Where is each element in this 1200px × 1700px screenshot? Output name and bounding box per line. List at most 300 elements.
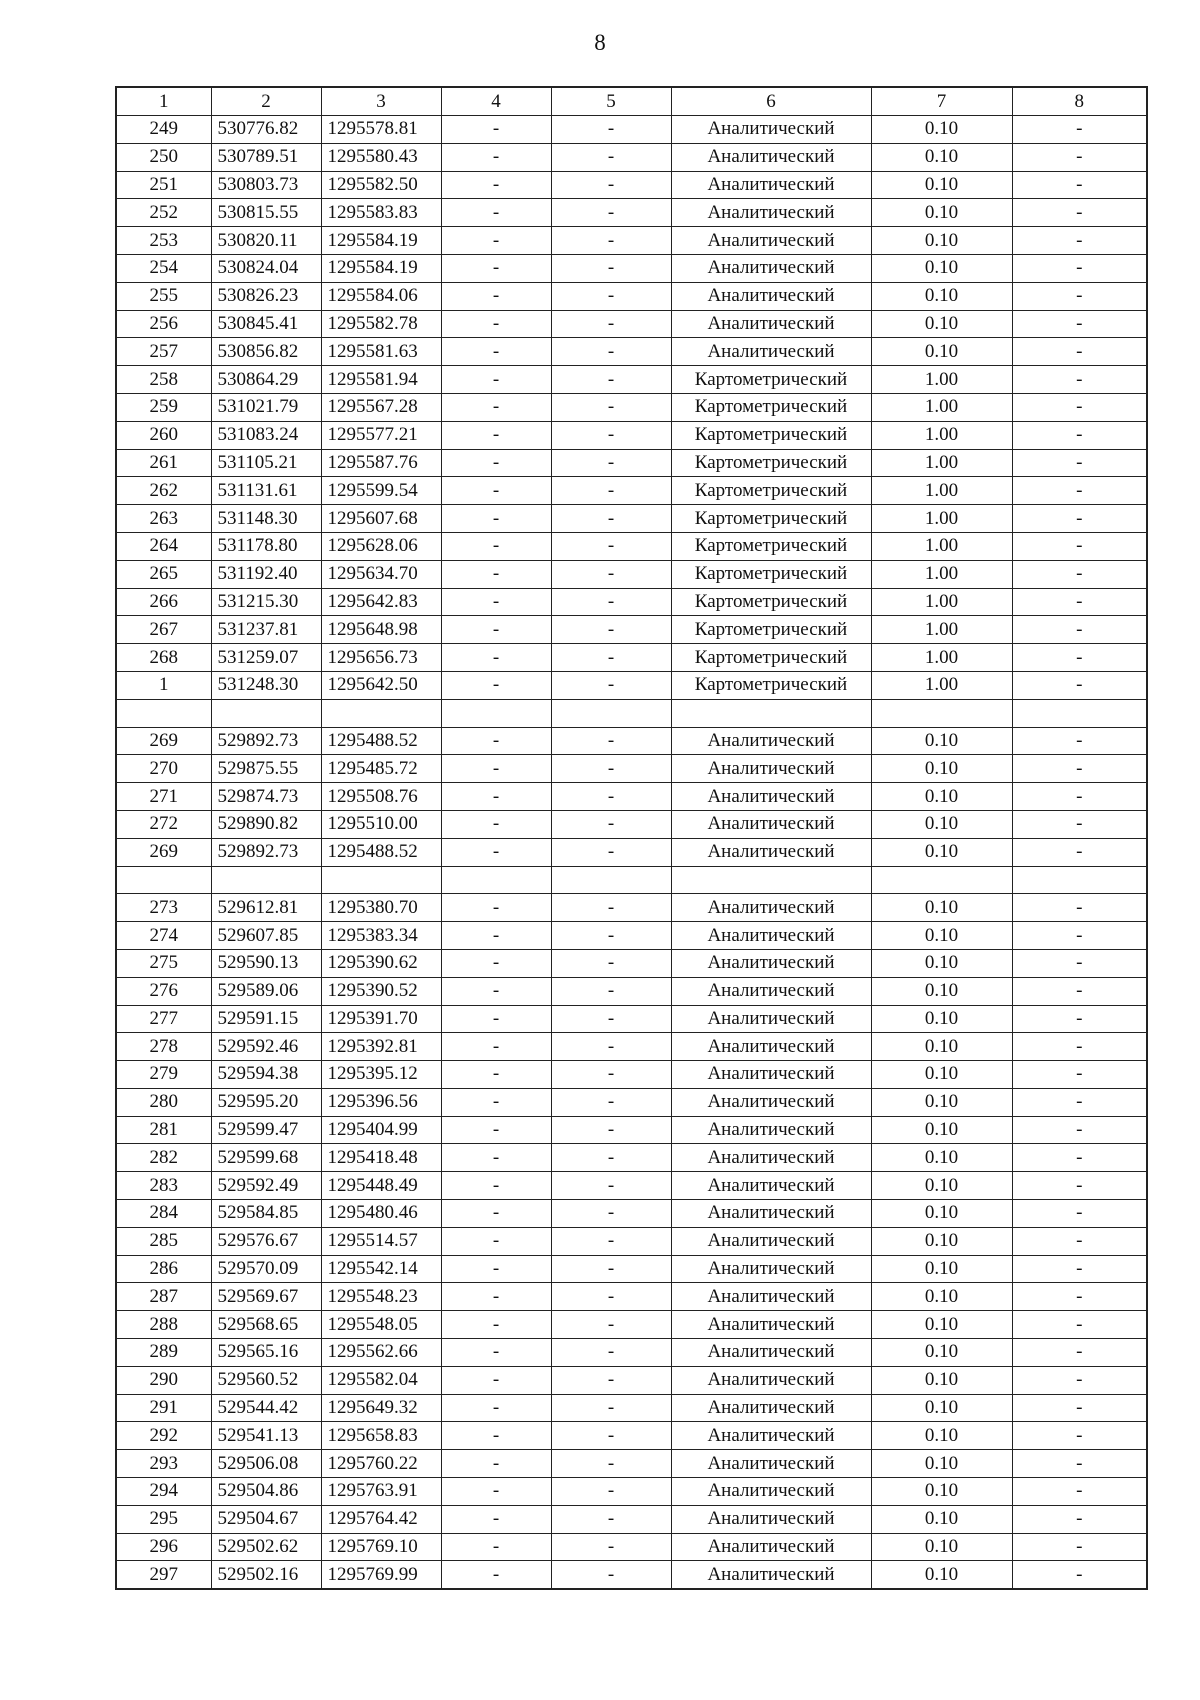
accuracy-cell: 0.10 — [871, 227, 1012, 255]
accuracy-cell: 0.10 — [871, 1533, 1012, 1561]
col8-cell: - — [1012, 449, 1147, 477]
method-cell: Аналитический — [671, 1283, 871, 1311]
col5-cell: - — [551, 505, 671, 533]
col5-cell: - — [551, 227, 671, 255]
x-coordinate-cell: 529544.42 — [211, 1394, 321, 1422]
x-coordinate-cell: 530803.73 — [211, 171, 321, 199]
accuracy-cell: 0.10 — [871, 1394, 1012, 1422]
y-coordinate-cell: 1295404.99 — [321, 1116, 441, 1144]
col8-cell: - — [1012, 477, 1147, 505]
col4-cell — [441, 699, 551, 727]
table-row — [116, 366, 1147, 394]
point-number-cell: 251 — [116, 171, 211, 199]
y-coordinate-cell: 1295587.76 — [321, 449, 441, 477]
col4-cell: - — [441, 1088, 551, 1116]
y-coordinate-cell: 1295580.43 — [321, 143, 441, 171]
table-row — [116, 1283, 1147, 1311]
accuracy-cell: 1.00 — [871, 671, 1012, 699]
table-row — [116, 1505, 1147, 1533]
accuracy-cell: 0.10 — [871, 1227, 1012, 1255]
point-number-cell: 296 — [116, 1533, 211, 1561]
y-coordinate-cell: 1295648.98 — [321, 616, 441, 644]
accuracy-cell: 1.00 — [871, 477, 1012, 505]
x-coordinate-cell: 531021.79 — [211, 393, 321, 421]
x-coordinate-cell: 530815.55 — [211, 199, 321, 227]
col5-cell: - — [551, 116, 671, 144]
col4-cell: - — [441, 505, 551, 533]
col8-cell: - — [1012, 1255, 1147, 1283]
accuracy-cell: 0.10 — [871, 1283, 1012, 1311]
col5-cell: - — [551, 143, 671, 171]
point-number-cell: 278 — [116, 1033, 211, 1061]
y-coordinate-cell: 1295392.81 — [321, 1033, 441, 1061]
col4-cell: - — [441, 894, 551, 922]
point-number-cell: 276 — [116, 977, 211, 1005]
table-row — [116, 644, 1147, 672]
col5-cell: - — [551, 977, 671, 1005]
col4-cell: - — [441, 1394, 551, 1422]
table-spacer-row — [116, 866, 1147, 894]
table-row — [116, 1533, 1147, 1561]
col5-cell: - — [551, 1311, 671, 1339]
method-cell: Аналитический — [671, 1533, 871, 1561]
y-coordinate-cell: 1295567.28 — [321, 393, 441, 421]
point-number-cell: 264 — [116, 532, 211, 560]
accuracy-cell: 1.00 — [871, 505, 1012, 533]
col8-cell: - — [1012, 505, 1147, 533]
method-cell: Аналитический — [671, 894, 871, 922]
x-coordinate-cell: 529576.67 — [211, 1227, 321, 1255]
table-row — [116, 1227, 1147, 1255]
col8-cell: - — [1012, 143, 1147, 171]
y-coordinate-cell: 1295769.99 — [321, 1561, 441, 1589]
accuracy-cell: 0.10 — [871, 116, 1012, 144]
col4-cell: - — [441, 1116, 551, 1144]
table-row — [116, 532, 1147, 560]
method-cell: Картометрический — [671, 477, 871, 505]
col8-cell: - — [1012, 977, 1147, 1005]
x-coordinate-cell: 529592.46 — [211, 1033, 321, 1061]
column-header-3: 3 — [321, 87, 441, 116]
y-coordinate-cell: 1295577.21 — [321, 421, 441, 449]
x-coordinate-cell: 530776.82 — [211, 116, 321, 144]
col4-cell: - — [441, 949, 551, 977]
table-row — [116, 171, 1147, 199]
accuracy-cell: 1.00 — [871, 421, 1012, 449]
col5-cell: - — [551, 755, 671, 783]
column-header-5: 5 — [551, 87, 671, 116]
point-number-cell: 262 — [116, 477, 211, 505]
y-coordinate-cell: 1295418.48 — [321, 1144, 441, 1172]
col4-cell: - — [441, 1339, 551, 1367]
table-row — [116, 1255, 1147, 1283]
method-cell: Аналитический — [671, 838, 871, 866]
accuracy-cell: 0.10 — [871, 143, 1012, 171]
method-cell: Аналитический — [671, 1005, 871, 1033]
y-coordinate-cell: 1295582.50 — [321, 171, 441, 199]
y-coordinate-cell: 1295542.14 — [321, 1255, 441, 1283]
col8-cell: - — [1012, 1394, 1147, 1422]
col8-cell: - — [1012, 949, 1147, 977]
method-cell: Аналитический — [671, 116, 871, 144]
x-coordinate-cell: 529590.13 — [211, 949, 321, 977]
x-coordinate-cell: 531237.81 — [211, 616, 321, 644]
accuracy-cell: 0.10 — [871, 338, 1012, 366]
accuracy-cell — [871, 699, 1012, 727]
col4-cell: - — [441, 1033, 551, 1061]
col8-cell: - — [1012, 366, 1147, 394]
y-coordinate-cell: 1295548.05 — [321, 1311, 441, 1339]
x-coordinate-cell: 530856.82 — [211, 338, 321, 366]
method-cell: Аналитический — [671, 338, 871, 366]
col8-cell: - — [1012, 1533, 1147, 1561]
x-coordinate-cell: 529591.15 — [211, 1005, 321, 1033]
col8-cell: - — [1012, 171, 1147, 199]
y-coordinate-cell: 1295584.06 — [321, 282, 441, 310]
x-coordinate-cell: 531215.30 — [211, 588, 321, 616]
col8-cell: - — [1012, 1033, 1147, 1061]
accuracy-cell: 1.00 — [871, 644, 1012, 672]
col5-cell: - — [551, 421, 671, 449]
point-number-cell: 1 — [116, 671, 211, 699]
x-coordinate-cell: 529890.82 — [211, 810, 321, 838]
method-cell: Аналитический — [671, 1088, 871, 1116]
point-number-cell: 274 — [116, 922, 211, 950]
point-number-cell: 266 — [116, 588, 211, 616]
col4-cell: - — [441, 727, 551, 755]
col8-cell: - — [1012, 1172, 1147, 1200]
col5-cell: - — [551, 1033, 671, 1061]
col4-cell: - — [441, 1227, 551, 1255]
table-row — [116, 1116, 1147, 1144]
x-coordinate-cell: 529506.08 — [211, 1450, 321, 1478]
point-number-cell: 283 — [116, 1172, 211, 1200]
table-row — [116, 922, 1147, 950]
table-row — [116, 338, 1147, 366]
col5-cell — [551, 866, 671, 894]
column-header-6: 6 — [671, 87, 871, 116]
table-row — [116, 838, 1147, 866]
col4-cell: - — [441, 282, 551, 310]
col5-cell: - — [551, 1339, 671, 1367]
col4-cell: - — [441, 1561, 551, 1589]
col5-cell: - — [551, 1255, 671, 1283]
column-header-2: 2 — [211, 87, 321, 116]
col8-cell: - — [1012, 1339, 1147, 1367]
method-cell: Аналитический — [671, 1255, 871, 1283]
col4-cell: - — [441, 1422, 551, 1450]
col4-cell: - — [441, 116, 551, 144]
col5-cell: - — [551, 1394, 671, 1422]
method-cell: Аналитический — [671, 727, 871, 755]
x-coordinate-cell: 529560.52 — [211, 1366, 321, 1394]
point-number-cell: 271 — [116, 783, 211, 811]
accuracy-cell: 1.00 — [871, 532, 1012, 560]
table-row — [116, 616, 1147, 644]
accuracy-cell: 0.10 — [871, 1116, 1012, 1144]
col4-cell: - — [441, 810, 551, 838]
x-coordinate-cell — [211, 866, 321, 894]
col5-cell: - — [551, 1283, 671, 1311]
method-cell: Аналитический — [671, 1561, 871, 1589]
table-row — [116, 1478, 1147, 1506]
table-row — [116, 671, 1147, 699]
col5-cell: - — [551, 1450, 671, 1478]
table-row — [116, 1394, 1147, 1422]
x-coordinate-cell: 531259.07 — [211, 644, 321, 672]
col5-cell: - — [551, 310, 671, 338]
accuracy-cell: 1.00 — [871, 366, 1012, 394]
y-coordinate-cell: 1295380.70 — [321, 894, 441, 922]
y-coordinate-cell: 1295583.83 — [321, 199, 441, 227]
method-cell: Аналитический — [671, 977, 871, 1005]
x-coordinate-cell: 529502.62 — [211, 1533, 321, 1561]
y-coordinate-cell: 1295448.49 — [321, 1172, 441, 1200]
method-cell: Аналитический — [671, 949, 871, 977]
x-coordinate-cell: 530820.11 — [211, 227, 321, 255]
accuracy-cell: 0.10 — [871, 783, 1012, 811]
method-cell: Аналитический — [671, 227, 871, 255]
accuracy-cell: 1.00 — [871, 588, 1012, 616]
col8-cell: - — [1012, 1061, 1147, 1089]
table-row — [116, 1422, 1147, 1450]
col8-cell: - — [1012, 227, 1147, 255]
point-number-cell: 269 — [116, 838, 211, 866]
point-number-cell: 284 — [116, 1200, 211, 1228]
point-number-cell: 282 — [116, 1144, 211, 1172]
y-coordinate-cell: 1295582.04 — [321, 1366, 441, 1394]
x-coordinate-cell: 529892.73 — [211, 727, 321, 755]
accuracy-cell: 0.10 — [871, 949, 1012, 977]
point-number-cell: 288 — [116, 1311, 211, 1339]
col5-cell: - — [551, 727, 671, 755]
method-cell: Аналитический — [671, 310, 871, 338]
col8-cell: - — [1012, 894, 1147, 922]
accuracy-cell: 1.00 — [871, 616, 1012, 644]
col5-cell: - — [551, 1172, 671, 1200]
x-coordinate-cell: 529504.67 — [211, 1505, 321, 1533]
point-number-cell: 294 — [116, 1478, 211, 1506]
col4-cell: - — [441, 1061, 551, 1089]
col5-cell: - — [551, 449, 671, 477]
method-cell: Картометрический — [671, 421, 871, 449]
col5-cell: - — [551, 838, 671, 866]
column-header-7: 7 — [871, 87, 1012, 116]
point-number-cell: 257 — [116, 338, 211, 366]
y-coordinate-cell: 1295599.54 — [321, 477, 441, 505]
x-coordinate-cell: 531148.30 — [211, 505, 321, 533]
col4-cell: - — [441, 1505, 551, 1533]
method-cell: Аналитический — [671, 1422, 871, 1450]
point-number-cell: 291 — [116, 1394, 211, 1422]
y-coordinate-cell: 1295390.62 — [321, 949, 441, 977]
col4-cell: - — [441, 1311, 551, 1339]
method-cell: Аналитический — [671, 1450, 871, 1478]
point-number-cell: 286 — [116, 1255, 211, 1283]
accuracy-cell: 0.10 — [871, 894, 1012, 922]
method-cell: Аналитический — [671, 1478, 871, 1506]
col8-cell: - — [1012, 1283, 1147, 1311]
method-cell: Картометрический — [671, 616, 871, 644]
col8-cell: - — [1012, 727, 1147, 755]
y-coordinate-cell: 1295396.56 — [321, 1088, 441, 1116]
method-cell: Аналитический — [671, 254, 871, 282]
table-row — [116, 1033, 1147, 1061]
col5-cell: - — [551, 1144, 671, 1172]
y-coordinate-cell: 1295510.00 — [321, 810, 441, 838]
table-row — [116, 1088, 1147, 1116]
method-cell: Картометрический — [671, 505, 871, 533]
point-number-cell: 249 — [116, 116, 211, 144]
y-coordinate-cell: 1295391.70 — [321, 1005, 441, 1033]
accuracy-cell: 0.10 — [871, 1561, 1012, 1589]
x-coordinate-cell: 531192.40 — [211, 560, 321, 588]
accuracy-cell: 1.00 — [871, 560, 1012, 588]
col5-cell: - — [551, 477, 671, 505]
col8-cell: - — [1012, 1116, 1147, 1144]
method-cell: Аналитический — [671, 199, 871, 227]
col4-cell: - — [441, 1366, 551, 1394]
col8-cell: - — [1012, 671, 1147, 699]
y-coordinate-cell: 1295485.72 — [321, 755, 441, 783]
y-coordinate-cell: 1295562.66 — [321, 1339, 441, 1367]
col5-cell: - — [551, 393, 671, 421]
table-row — [116, 560, 1147, 588]
x-coordinate-cell: 531248.30 — [211, 671, 321, 699]
col5-cell: - — [551, 1533, 671, 1561]
col4-cell: - — [441, 1478, 551, 1506]
accuracy-cell: 0.10 — [871, 977, 1012, 1005]
col4-cell: - — [441, 338, 551, 366]
col8-cell: - — [1012, 282, 1147, 310]
col8-cell: - — [1012, 1227, 1147, 1255]
col8-cell: - — [1012, 616, 1147, 644]
point-number-cell: 290 — [116, 1366, 211, 1394]
col8-cell: - — [1012, 310, 1147, 338]
col4-cell: - — [441, 254, 551, 282]
method-cell: Аналитический — [671, 282, 871, 310]
table-row — [116, 783, 1147, 811]
col5-cell: - — [551, 671, 671, 699]
accuracy-cell: 0.10 — [871, 1255, 1012, 1283]
table-row — [116, 254, 1147, 282]
x-coordinate-cell: 531178.80 — [211, 532, 321, 560]
accuracy-cell: 0.10 — [871, 171, 1012, 199]
method-cell: Картометрический — [671, 588, 871, 616]
method-cell: Аналитический — [671, 1200, 871, 1228]
col5-cell: - — [551, 1366, 671, 1394]
y-coordinate-cell: 1295508.76 — [321, 783, 441, 811]
accuracy-cell: 0.10 — [871, 1366, 1012, 1394]
col5-cell: - — [551, 783, 671, 811]
accuracy-cell: 0.10 — [871, 1144, 1012, 1172]
y-coordinate-cell: 1295649.32 — [321, 1394, 441, 1422]
col4-cell: - — [441, 838, 551, 866]
point-number-cell: 268 — [116, 644, 211, 672]
point-number-cell: 272 — [116, 810, 211, 838]
point-number-cell: 279 — [116, 1061, 211, 1089]
col5-cell: - — [551, 560, 671, 588]
col8-cell: - — [1012, 1088, 1147, 1116]
col4-cell: - — [441, 560, 551, 588]
col5-cell: - — [551, 616, 671, 644]
y-coordinate-cell: 1295578.81 — [321, 116, 441, 144]
accuracy-cell: 0.10 — [871, 838, 1012, 866]
col4-cell: - — [441, 1200, 551, 1228]
col8-cell: - — [1012, 421, 1147, 449]
x-coordinate-cell: 529594.38 — [211, 1061, 321, 1089]
accuracy-cell — [871, 866, 1012, 894]
accuracy-cell: 0.10 — [871, 755, 1012, 783]
col8-cell: - — [1012, 1450, 1147, 1478]
col5-cell: - — [551, 1422, 671, 1450]
col5-cell: - — [551, 282, 671, 310]
table-spacer-row — [116, 699, 1147, 727]
accuracy-cell: 1.00 — [871, 449, 1012, 477]
x-coordinate-cell — [211, 699, 321, 727]
y-coordinate-cell: 1295582.78 — [321, 310, 441, 338]
col5-cell: - — [551, 1561, 671, 1589]
table-row — [116, 393, 1147, 421]
col4-cell: - — [441, 227, 551, 255]
col5-cell: - — [551, 1005, 671, 1033]
col5-cell: - — [551, 171, 671, 199]
table-row — [116, 1366, 1147, 1394]
point-number-cell: 295 — [116, 1505, 211, 1533]
column-header-8: 8 — [1012, 87, 1147, 116]
x-coordinate-cell: 529607.85 — [211, 922, 321, 950]
point-number-cell: 260 — [116, 421, 211, 449]
method-cell: Аналитический — [671, 1172, 871, 1200]
x-coordinate-cell: 529504.86 — [211, 1478, 321, 1506]
y-coordinate-cell: 1295658.83 — [321, 1422, 441, 1450]
x-coordinate-cell: 530824.04 — [211, 254, 321, 282]
col5-cell: - — [551, 588, 671, 616]
point-number-cell: 267 — [116, 616, 211, 644]
method-cell: Картометрический — [671, 393, 871, 421]
col4-cell: - — [441, 1172, 551, 1200]
table-row — [116, 505, 1147, 533]
point-number-cell: 281 — [116, 1116, 211, 1144]
table-row — [116, 1005, 1147, 1033]
point-number-cell — [116, 866, 211, 894]
col4-cell: - — [441, 1255, 551, 1283]
y-coordinate-cell: 1295383.34 — [321, 922, 441, 950]
method-cell: Аналитический — [671, 1366, 871, 1394]
method-cell: Картометрический — [671, 366, 871, 394]
col8-cell: - — [1012, 1422, 1147, 1450]
col8-cell: - — [1012, 1311, 1147, 1339]
y-coordinate-cell: 1295480.46 — [321, 1200, 441, 1228]
col8-cell: - — [1012, 1505, 1147, 1533]
col4-cell: - — [441, 616, 551, 644]
point-number-cell: 275 — [116, 949, 211, 977]
y-coordinate-cell: 1295656.73 — [321, 644, 441, 672]
method-cell: Аналитический — [671, 1061, 871, 1089]
col4-cell — [441, 866, 551, 894]
col5-cell: - — [551, 810, 671, 838]
y-coordinate-cell: 1295395.12 — [321, 1061, 441, 1089]
method-cell: Аналитический — [671, 783, 871, 811]
col5-cell: - — [551, 922, 671, 950]
table-row — [116, 477, 1147, 505]
col8-cell: - — [1012, 254, 1147, 282]
point-number-cell — [116, 699, 211, 727]
table-row — [116, 199, 1147, 227]
col5-cell: - — [551, 338, 671, 366]
y-coordinate-cell — [321, 866, 441, 894]
col5-cell: - — [551, 1088, 671, 1116]
